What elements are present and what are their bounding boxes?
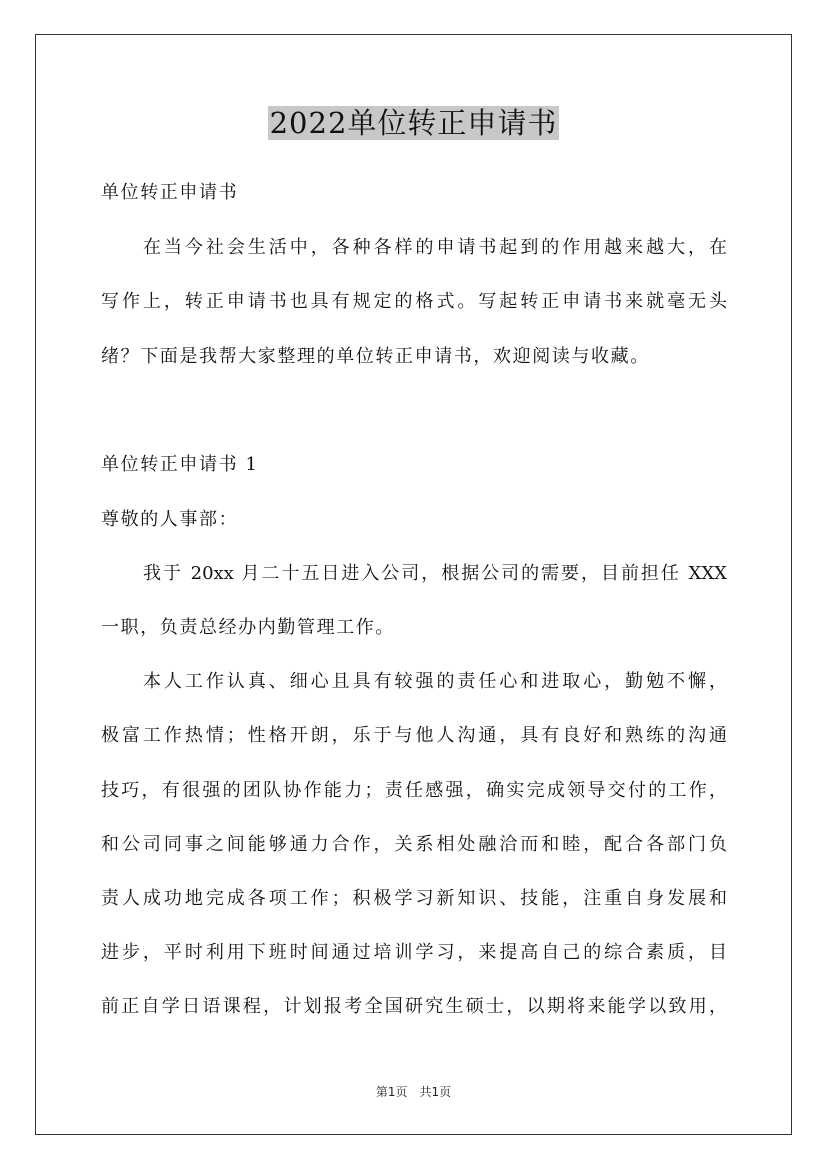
paragraph-line: 和公司同事之间能够通力合作，关系相处融洽而和睦，配合各部门负 xyxy=(101,834,727,855)
paragraph-line: 绪？下面是我帮大家整理的单位转正申请书，欢迎阅读与收藏。 xyxy=(101,346,650,367)
salutation: 尊敬的人事部： xyxy=(101,509,239,530)
paragraph-line: 一职，负责总经办内勤管理工作。 xyxy=(101,617,395,638)
document-title xyxy=(0,103,827,143)
doc-subtitle: 单位转正申请书 xyxy=(101,182,239,203)
paragraph-line: 进步，平时利用下班时间通过培训学习，来提高自己的综合素质，目 xyxy=(101,942,727,963)
paragraph-line: 写作上，转正申请书也具有规定的格式。写起转正申请书来就毫无头 xyxy=(101,291,727,312)
paragraph-line: 责人成功地完成各项工作；积极学习新知识、技能，注重自身发展和 xyxy=(101,888,727,909)
page-footer: 第1页 共1页 xyxy=(375,1085,452,1099)
section-heading: 单位转正申请书 1 xyxy=(101,454,259,475)
paragraph-line: 我于 20xx 月二十五日进入公司，根据公司的需要，目前担任 XXX xyxy=(143,563,727,584)
paragraph-line: 本人工作认真、细心且具有较强的责任心和进取心，勤勉不懈， xyxy=(143,671,727,692)
paragraph-line: 技巧，有很强的团队协作能力；责任感强，确实完成领导交付的工作， xyxy=(101,780,727,801)
paragraph-line: 极富工作热情；性格开朗，乐于与他人沟通，具有良好和熟练的沟通 xyxy=(101,725,727,746)
paragraph-line: 前正自学日语课程，计划报考全国研究生硕士，以期将来能学以致用， xyxy=(101,996,727,1017)
document-title-text: 2022单位转正申请书 xyxy=(269,106,558,140)
paragraph-line: 在当今社会生活中，各种各样的申请书起到的作用越来越大，在 xyxy=(143,237,727,258)
